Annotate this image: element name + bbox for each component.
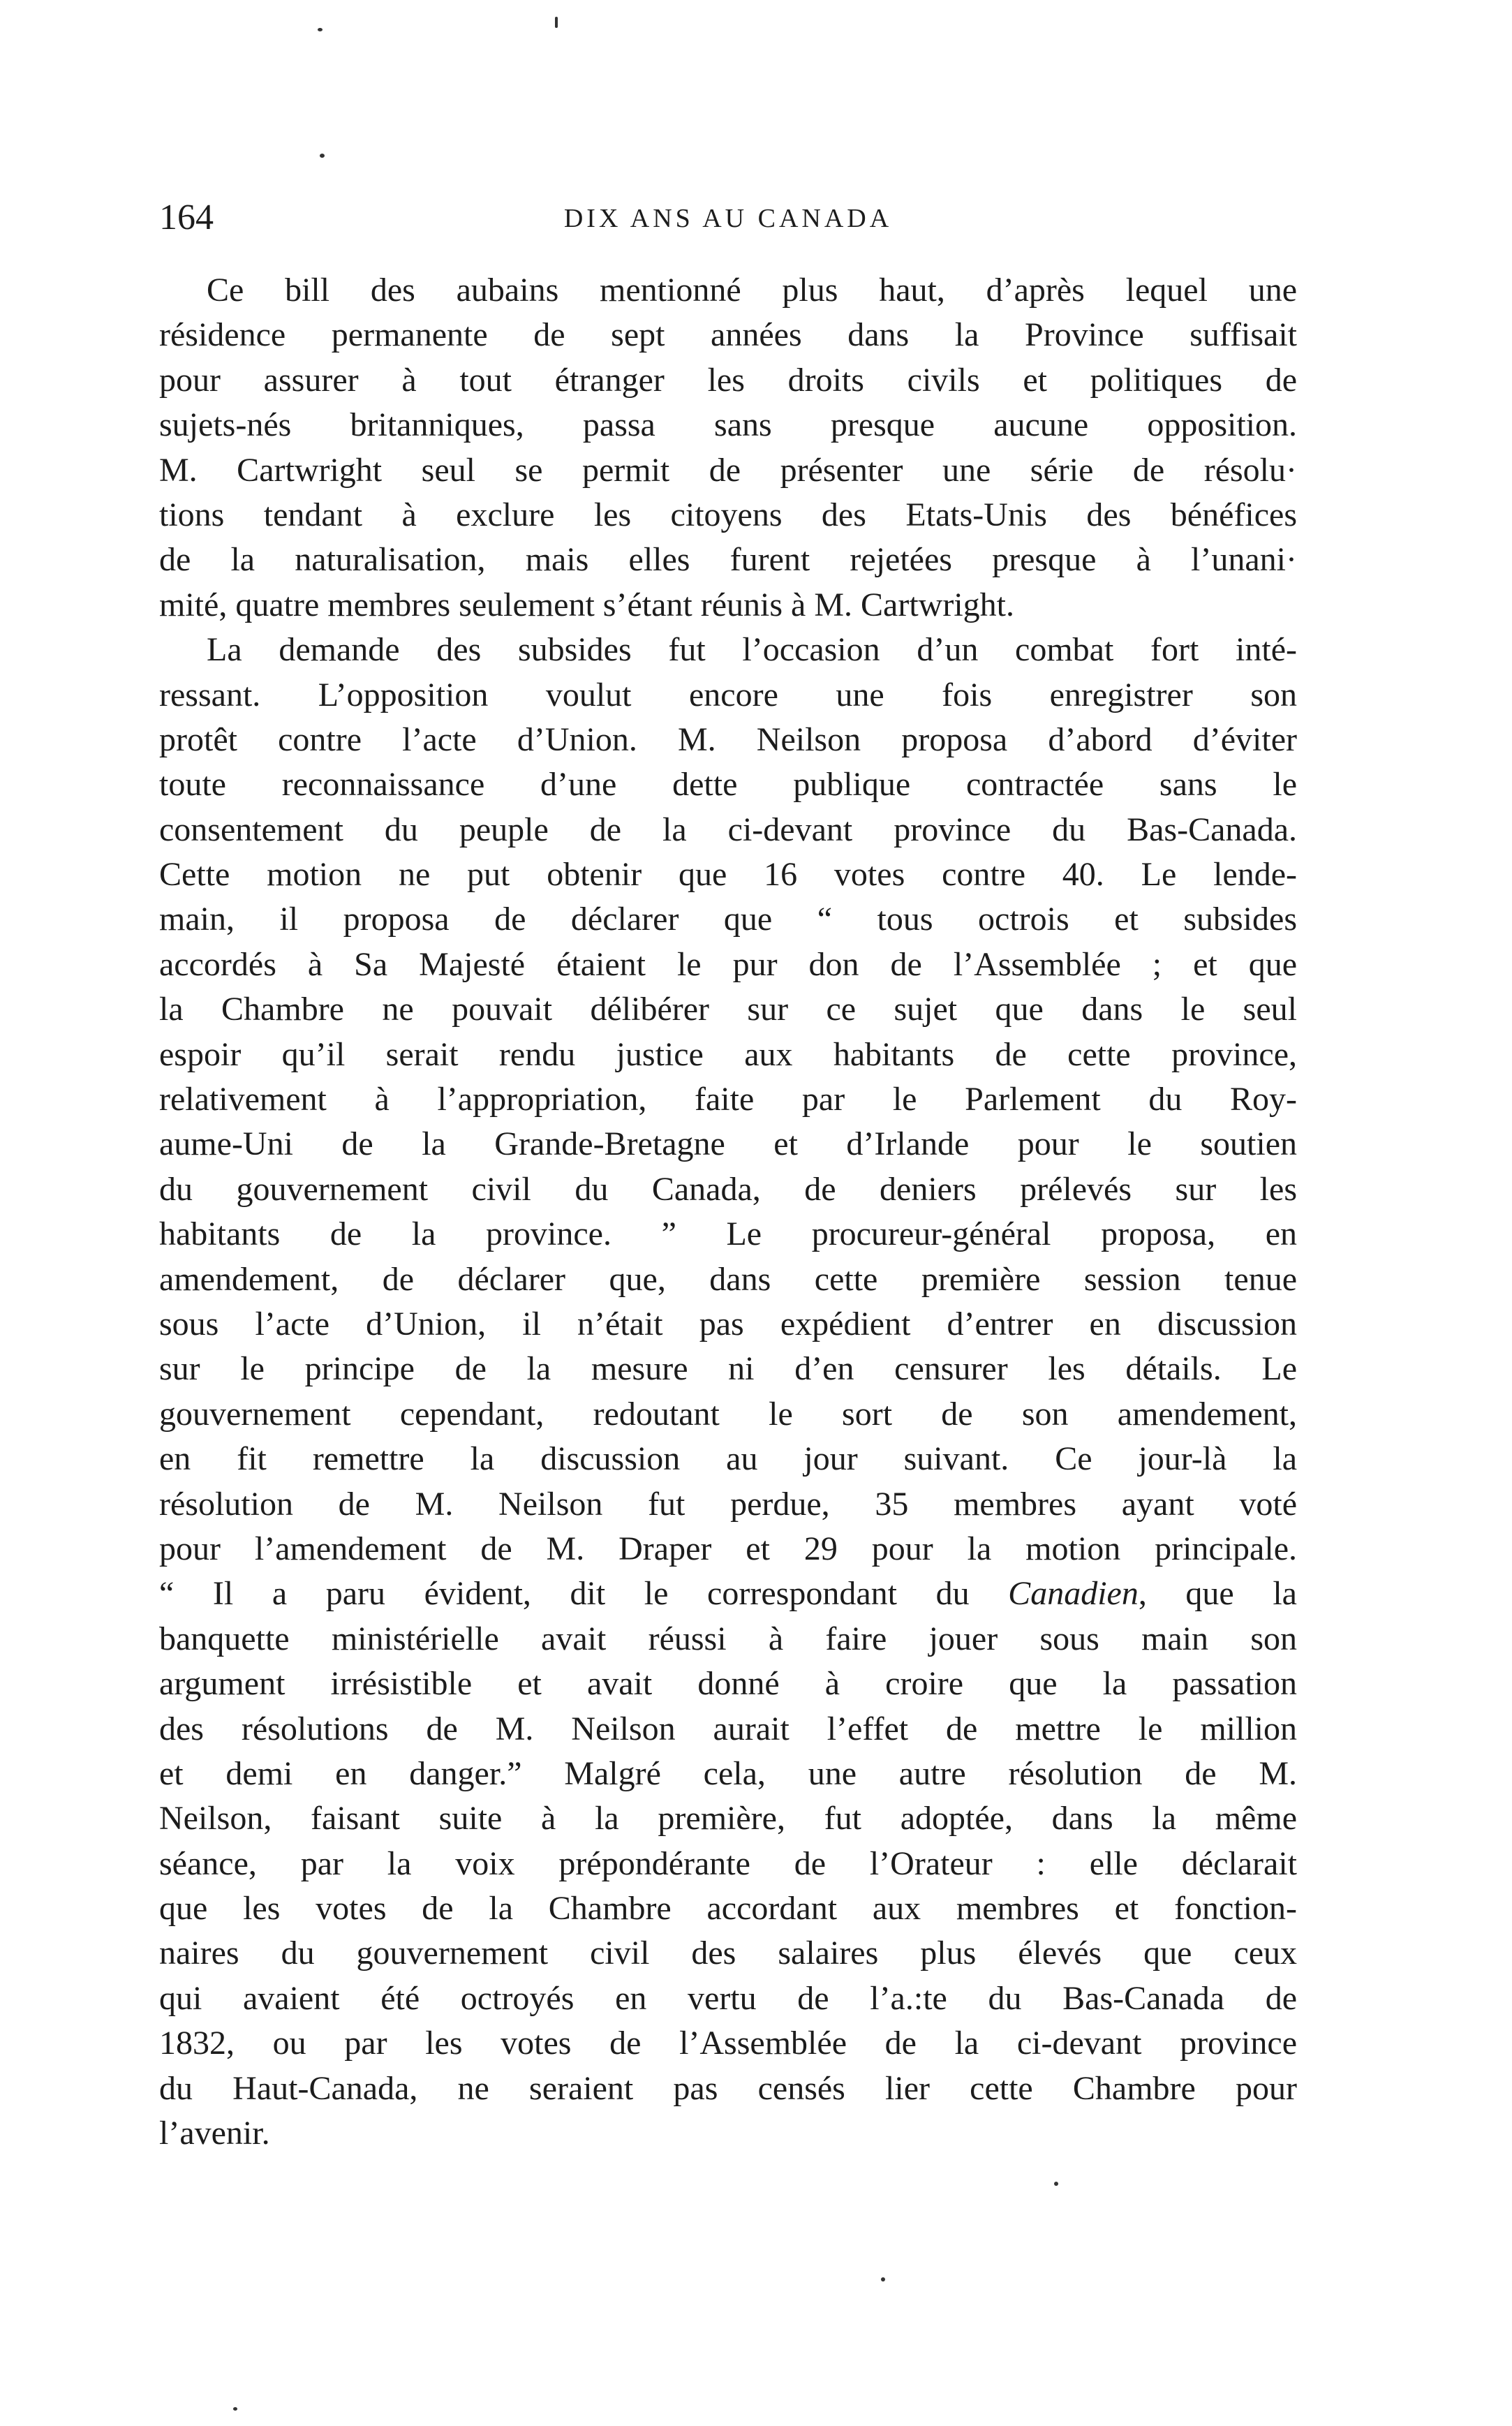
- print-speck: [320, 154, 325, 158]
- text-line: et demi en danger.” Malgré cela, une autre résolution de M.: [159, 1754, 1297, 1792]
- text-line: des résolutions de M. Neilson aurait l’effet de mettre le million: [159, 1710, 1297, 1747]
- text-line-segment: “ Il a paru évident, dit le correspondant du: [159, 1575, 1009, 1613]
- text-line: la Chambre ne pouvait délibérer sur ce sujet que dans le seul: [159, 991, 1297, 1028]
- text-line: Ce bill des aubains mentionné plus haut, d’après lequel une: [207, 272, 1297, 309]
- print-speck: [881, 2277, 885, 2281]
- text-line: [159, 1571, 1297, 1616]
- text-line: tions tendant à exclure les citoyens des Etats-Unis des bénéfices: [159, 496, 1297, 533]
- text-line: banquette ministérielle avait réussi à faire jouer sous main son: [159, 1620, 1297, 1657]
- text-line: naires du gouvernement civil des salaires plus élevés que ceux: [159, 1935, 1297, 1972]
- text-line: qui avaient été octroyés en vertu de l’a.:te du Bas-Canada de: [159, 1979, 1297, 2017]
- text-line: amendement, de déclarer que, dans cette première session tenue: [159, 1260, 1297, 1298]
- text-line: 1832, ou par les votes de l’Assemblée de la ci-devant province: [159, 2025, 1297, 2062]
- text-line: Neilson, faisant suite à la première, fut adoptée, dans la même: [159, 1800, 1297, 1837]
- text-line: relativement à l’appropriation, faite par le Parlement du Roy-: [159, 1081, 1297, 1118]
- text-line: La demande des subsides fut l’occasion d’un combat fort inté-: [207, 631, 1297, 669]
- text-line: M. Cartwright seul se permit de présenter une série de résolu·: [159, 451, 1297, 489]
- text-line: l’avenir.: [159, 2115, 270, 2152]
- text-line: protêt contre l’acte d’Union. M. Neilson proposa d’abord d’éviter: [159, 720, 1297, 758]
- print-speck: [555, 17, 558, 28]
- text-line: gouvernement cependant, redoutant le sort de son amendement,: [159, 1395, 1297, 1433]
- text-line: résidence permanente de sept années dans la Province suffisait: [159, 316, 1297, 354]
- text-line: accordés à Sa Majesté étaient le pur don de l’Assemblée ; et que: [159, 945, 1297, 983]
- text-line: du Haut-Canada, ne seraient pas censés lier cette Chambre pour: [159, 2069, 1297, 2107]
- text-line: sous l’acte d’Union, il n’était pas expédient d’entrer en discussion: [159, 1305, 1297, 1343]
- text-line: consentement du peuple de la ci-devant province du Bas-Canada.: [159, 811, 1297, 848]
- text-line: ressant. L’opposition voulut encore une fois enregistrer son: [159, 676, 1297, 713]
- text-line: résolution de M. Neilson fut perdue, 35 membres ayant voté: [159, 1485, 1297, 1523]
- text-line: de la naturalisation, mais elles furent rejetées presque à l’unani·: [159, 541, 1297, 579]
- text-line: main, il proposa de déclarer que “ tous octrois et subsides: [159, 901, 1297, 938]
- text-line: mité, quatre membres seulement s’étant réunis à M. Cartwright.: [159, 586, 1014, 623]
- print-speck: [1054, 2182, 1058, 2186]
- text-line: pour assurer à tout étranger les droits civils et politiques de: [159, 361, 1297, 399]
- text-line: argument irrésistible et avait donné à croire que la passation: [159, 1665, 1297, 1703]
- text-line: habitants de la province. ” Le procureur-général proposa, en: [159, 1215, 1297, 1253]
- body-text: [159, 268, 1297, 2156]
- text-line: sur le principe de la mesure ni d’en censurer les détails. Le: [159, 1350, 1297, 1388]
- page-number: 164: [159, 198, 214, 237]
- text-line: espoir qu’il serait rendu justice aux habitants de cette province,: [159, 1035, 1297, 1073]
- text-line: en fit remettre la discussion au jour suivant. Ce jour-là la: [159, 1440, 1297, 1478]
- print-speck: [233, 2407, 237, 2411]
- text-line: séance, par la voix prépondérante de l’Orateur : elle déclarait: [159, 1844, 1297, 1882]
- text-line: toute reconnaissance d’une dette publique contractée sans le: [159, 766, 1297, 804]
- text-line: sujets-nés britanniques, passa sans presque aucune opposition.: [159, 406, 1297, 444]
- print-speck: [318, 28, 323, 31]
- running-title: DIX ANS AU CANADA: [563, 204, 893, 233]
- page-header: [159, 197, 1297, 246]
- text-line: du gouvernement civil du Canada, de deniers prélevés sur les: [159, 1170, 1297, 1208]
- text-line: que les votes de la Chambre accordant aux membres et fonction-: [159, 1890, 1297, 1928]
- newspaper-title: Canadien: [1008, 1575, 1139, 1613]
- text-line: Cette motion ne put obtenir que 16 votes contre 40. Le lende-: [159, 856, 1297, 894]
- text-line: pour l’amendement de M. Draper et 29 pour la motion principale.: [159, 1530, 1297, 1567]
- text-line-segment: , que la: [1138, 1575, 1297, 1613]
- text-line: aume-Uni de la Grande-Bretagne et d’Irlande pour le soutien: [159, 1125, 1297, 1163]
